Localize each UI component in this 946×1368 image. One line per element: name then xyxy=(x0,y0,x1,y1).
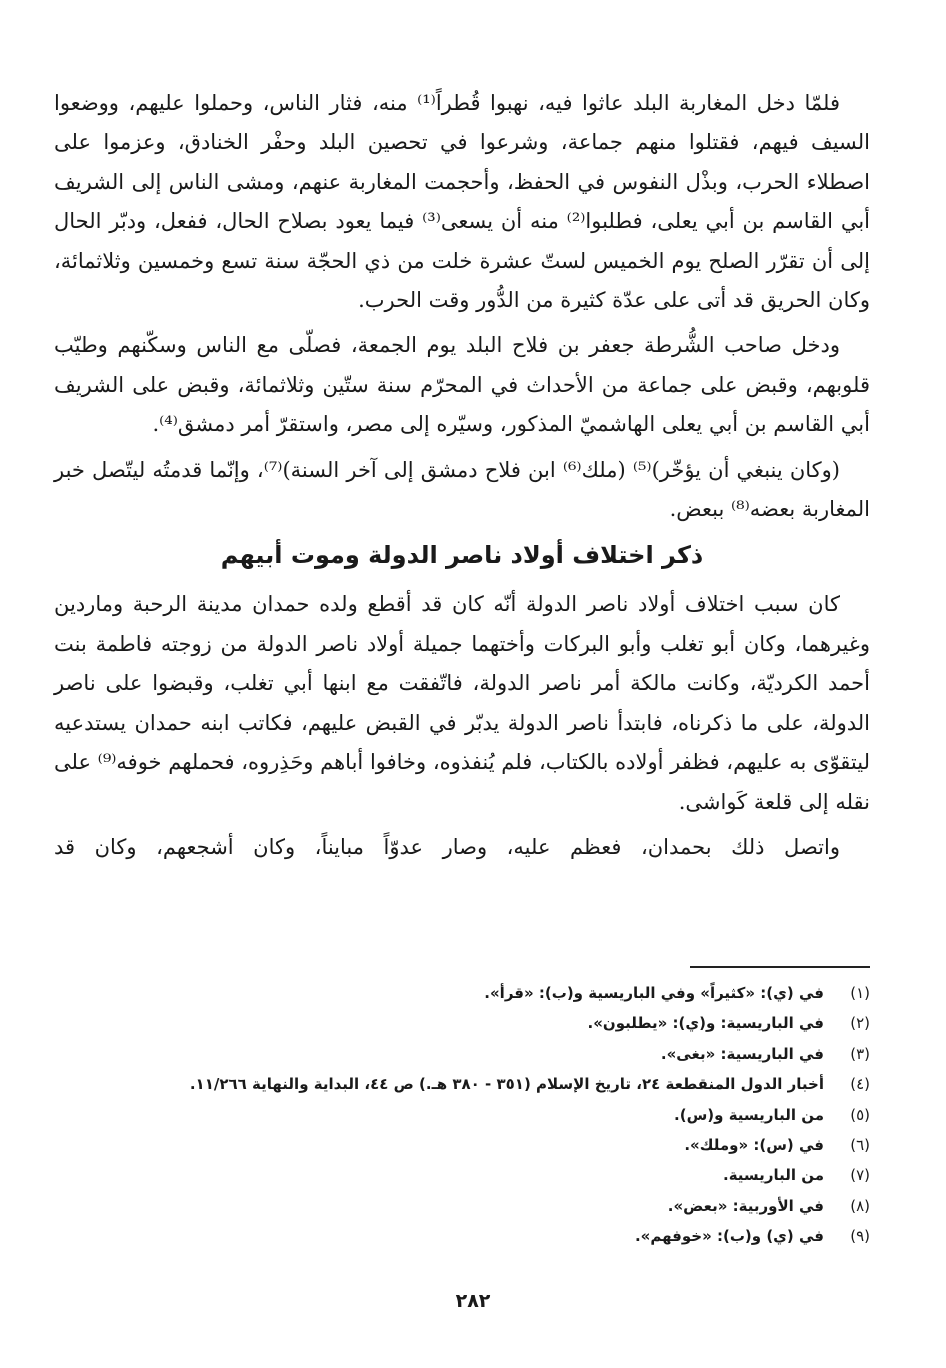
footnote-number: (٦) xyxy=(850,1136,870,1155)
footnote xyxy=(54,1130,870,1160)
footnote-text: أخبار الدول المنقطعة ٢٤، تاريخ الإسلام (٣٥١ - ٣٨٠ هـ.) ص ٤٤، البداية والنهاية ١١/٢٦٦. xyxy=(189,1075,824,1094)
footnote xyxy=(54,1160,870,1190)
footnote-number: (٥) xyxy=(850,1105,870,1124)
footnote xyxy=(54,1221,870,1251)
footnote-number: (١) xyxy=(850,984,870,1002)
footnote xyxy=(54,1069,870,1099)
paragraph: واتصل ذلك بحمدان، فعظم عليه، وصار عدوّاً مبايناً، وكان أشجعهم، وكان قد xyxy=(54,834,840,859)
footnote-text: في الباريسية: «بغى». xyxy=(660,1044,824,1063)
footnote-text: في الأوربية: «بعض». xyxy=(667,1196,824,1215)
main-text xyxy=(54,84,870,867)
footnote-number: (٢) xyxy=(850,1014,870,1033)
paragraph: ودخل صاحب الشُّرطة جعفر بن فلاح البلد يوم الجمعة، فصلّى مع الناس وسكّنهم وطيّب قلوبهم، وقبض على جماعة من الأحداث في المحرّم سنة ستّين وثلاثمائة، وقبض على الشريف أبي القاسم بن أبي يعلى الهاشميّ المذكور، وسيّره إلى مصر، واستقرّ أمر دمشق⁽⁴⁾. xyxy=(54,333,870,437)
footnote xyxy=(54,978,870,1008)
footnote-number: (٣) xyxy=(850,1044,870,1063)
footnote xyxy=(54,1039,870,1069)
page-number: ٢٨٢ xyxy=(455,1290,491,1312)
footnote xyxy=(54,1008,870,1038)
section-title: ذكر اختلاف أولاد ناصر الدولة وموت أبيهم xyxy=(220,541,704,570)
footnote-number: (٨) xyxy=(850,1196,870,1215)
footnote-number: (٩) xyxy=(850,1227,870,1246)
footnote-number: (٤) xyxy=(850,1075,870,1094)
footnote xyxy=(54,1191,870,1221)
footnote-text: في (ي): «كثيراً» وفي الباريسية و(ب): «قرأ». xyxy=(484,984,824,1002)
paragraph: كان سبب اختلاف أولاد ناصر الدولة أنّه كان قد أقطع ولده حمدان مدينة الرحبة وماردين وغيرهما، وكان أبو تغلب وأبو البركات وأختهما جميلة أولاد ناصر الدولة من زوجته فاطمة بنت أحمد الكرديّة، وكانت مالكة أمر ناصر الدولة، فاتّفقت مع ابنها أبي تغلب، وقبضوا على ناصر الدولة، على ما ذكرناه، فابتدأ ناصر الدولة يدبّر في القبض عليهم، فكاتب ابنه حمدان يستدعيه ليتقوّى به عليهم، فظفر أولاده بالكتاب، فلم يُنفذوه، وخافوا أباهم وحَذِروه، فحملهم خوفه⁽⁹⁾ على نقله إلى قلعة كَواشى. xyxy=(54,592,870,814)
footnote-text: من الباريسية و(س). xyxy=(674,1105,824,1124)
footnotes-list xyxy=(54,978,870,1252)
footnote-text: في (س): «وملك». xyxy=(684,1136,824,1155)
footnote-text: في (ي) و(ب): «خوفهم». xyxy=(634,1227,824,1246)
footnote-number: (٧) xyxy=(850,1166,870,1185)
footnote-separator xyxy=(690,966,870,968)
footnote-text: في الباريسية: و(ي): «يطلبون». xyxy=(587,1014,824,1033)
paragraph: فلمّا دخل المغاربة البلد عاثوا فيه، نهبوا قُطراً⁽¹⁾ منه، فثار الناس، وحملوا عليهم، ووضعوا السيف فيهم، فقتلوا منهم جماعة، وشرعوا في تحصين البلد وحفْر الخنادق، وعزموا على اصطلاء الحرب، وبذْل النفوس في الحفظ، وأحجمت المغاربة عنهم، ومشى الناس إلى الشريف أبي القاسم بن أبي يعلى، فطلبوا⁽²⁾ منه أن يسعى⁽³⁾ فيما يعود بصلاح الحال، ففعل، ودبّر الحال إلى أن تقرّر الصلح يوم الخميس لستّ عشرة خلت من ذي الحجّة سنة تسع وخمسين وثلاثمائة، وكان الحريق قد أتى على عدّة كثيرة من الدُّور وقت الحرب. xyxy=(54,91,871,313)
footnote xyxy=(54,1100,870,1130)
paragraph: (وكان ينبغي أن يؤخّر)⁽⁵⁾ (ملك⁽⁶⁾ ابن فلاح دمشق إلى آخر السنة)⁽⁷⁾، وإنّما قدمتُه ليتّصل خبر المغاربة بعضه⁽⁸⁾ ببعض. xyxy=(54,457,870,522)
footnote-text: من الباريسية. xyxy=(723,1166,824,1185)
